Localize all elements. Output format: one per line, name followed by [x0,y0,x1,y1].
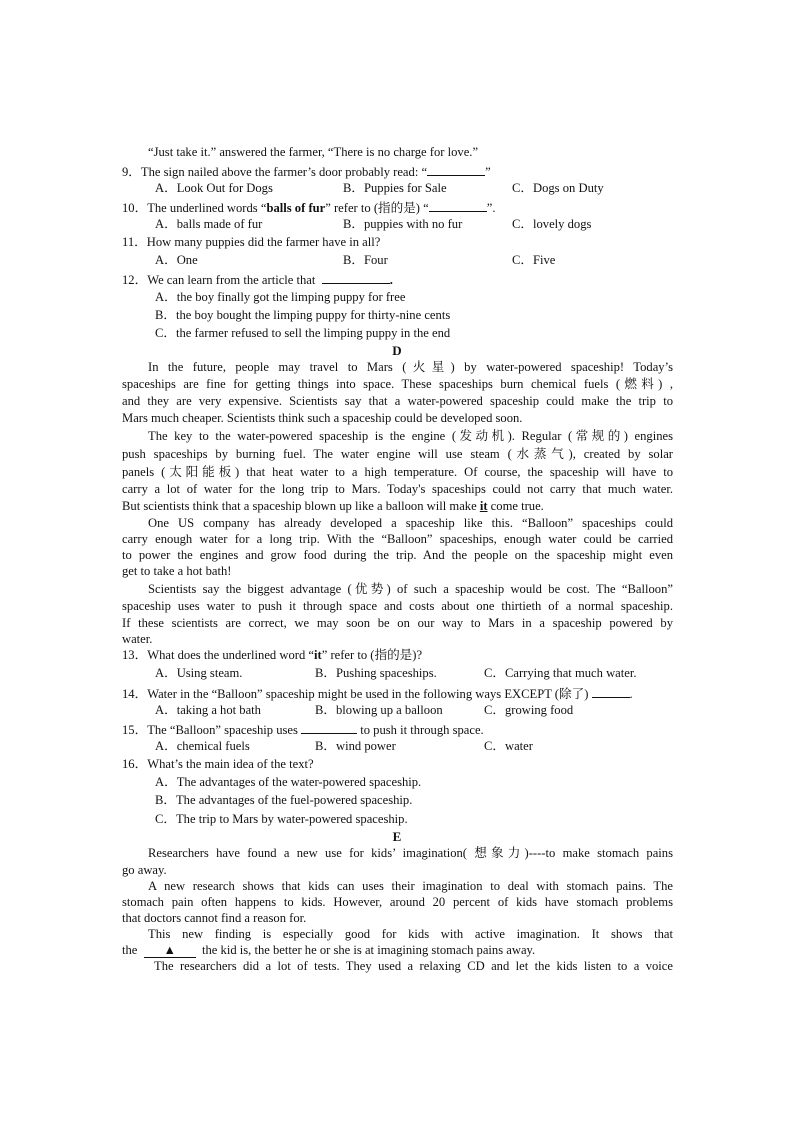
option-14b[interactable]: B．blowing up a balloon [315,703,443,717]
question-16-stem: 16．What’s the main idea of the text? [122,757,314,771]
option-15b[interactable]: B．wind power [315,739,396,753]
option-12b[interactable]: B．the boy bought the limping puppy for thirty-nine cents [155,308,451,322]
d-paragraph-4-line: spaceship uses water to push it through space and costs about one thirtieth of a normal spaceship. [122,599,673,613]
e-paragraph-4-line: The researchers did a lot of tests. They used a relaxing CD and let the kids listen to a voice [154,959,673,973]
option-15a[interactable]: A．chemical fuels [155,739,250,753]
d-paragraph-3-line: One US company has already developed a spaceship like this. “Balloon” spaceships could [148,516,673,530]
option-10b[interactable]: B．puppies with no fur [343,217,463,231]
option-11c[interactable]: C．Five [512,253,556,267]
question-14-stem: 14．Water in the “Balloon” spaceship might be used in the following ways EXCEPT (除了) . [122,684,633,703]
d-paragraph-2-line: The key to the water-powered spaceship is the engine (发动机). Regular (常规的) engines [148,429,673,443]
e-paragraph-1-line: Researchers have found a new use for kids’ imagination( 想象力)----to make stomach pains [148,846,673,860]
option-10c[interactable]: C．lovely dogs [512,217,592,231]
option-16b[interactable]: B．The advantages of the fuel-powered spaceship. [155,793,413,807]
option-11a[interactable]: A．One [155,253,198,267]
option-14c[interactable]: C．growing food [484,703,574,717]
d-paragraph-4-line: water. [122,632,153,646]
option-13c[interactable]: C．Carrying that much water. [484,666,637,680]
option-16c[interactable]: C．The trip to Mars by water-powered spaceship. [155,812,408,826]
d-paragraph-2-line: carry a lot of water for the long trip to Mars. Today's spaceships could not carry that much water. [122,482,673,496]
question-9-stem: 9．The sign nailed above the farmer’s door probably read: “ ” [122,162,491,181]
e-paragraph-2-line: stomach pain often happens to kids. However, around 20 percent of kids have stomach problems [122,895,673,909]
quote-line: “Just take it.” answered the farmer, “There is no charge for love.” [148,145,479,159]
e-paragraph-3-line: This new finding is especially good for kids with active imagination. It shows that [148,927,673,941]
d-paragraph-2-line: panels (太阳能板) that heat water to a high temperature. Of course, the spaceship will have to [122,465,673,479]
answer-blank[interactable] [429,198,487,212]
d-paragraph-1-line: In the future, people may travel to Mars (火星) by water-powered spaceship! Today’s [148,360,673,374]
d-paragraph-1-line: and they are very expensive. Scientists say that a water-powered spaceship could make the trip to [122,394,673,408]
option-13a[interactable]: A．Using steam. [155,666,243,680]
option-15c[interactable]: C．water [484,739,533,753]
option-16a[interactable]: A．The advantages of the water-powered spaceship. [155,775,422,789]
question-13-stem: 13．What does the underlined word “it” refer to (指的是)? [122,648,423,662]
d-paragraph-2-line: push spaceships by burning fuel. The water engine will use steam (水蒸气), created by solar [122,447,673,461]
answer-blank[interactable] [592,684,630,698]
d-paragraph-2-last-line: But scientists think that a spaceship blown up like a balloon will make it come true. [122,499,544,513]
option-14a[interactable]: A．taking a hot bath [155,703,261,717]
d-paragraph-3-line: to power the engines and grow food during the trip. And the people on the spaceship might even [122,548,673,562]
d-paragraph-1-line: spaceships are fine for getting things into space. These spaceships burn chemical fuels (燃料) , [122,377,673,391]
question-12-stem: 12．We can learn from the article that . [122,270,393,289]
d-paragraph-1-line: Mars much cheaper. Scientists think such a spaceship could be developed soon. [122,411,523,425]
option-12a[interactable]: A．the boy finally got the limping puppy for free [155,290,406,304]
option-9a[interactable]: A．Look Out for Dogs [155,181,273,195]
e-paragraph-1-line: go away. [122,863,167,877]
underlined-it: it [479,499,488,513]
e-paragraph-2-line: A new research shows that kids can uses their imagination to deal with stomach pains. The [148,879,673,893]
question-11-stem: 11．How many puppies did the farmer have in all? [122,235,381,249]
d-paragraph-4-line: Scientists say the biggest advantage (优势) of such a spaceship would be cost. The “Balloon” [148,582,673,596]
question-15-stem: 15．The “Balloon” spaceship uses to push it through space. [122,720,484,739]
option-10a[interactable]: A．balls made of fur [155,217,263,231]
option-9b[interactable]: B．Puppies for Sale [343,181,447,195]
d-paragraph-3-line: carry enough water for a long trip. With the “Balloon” spaceships, enough water could be carried [122,532,673,546]
e-paragraph-2-line: that doctors cannot find a reason for. [122,911,307,925]
e-paragraph-3-last-line: the ▲ the kid is, the better he or she is at imagining stomach pains away. [122,943,536,957]
section-e-heading: E [392,829,402,844]
option-13b[interactable]: B．Pushing spaceships. [315,666,437,680]
question-10-stem: 10．The underlined words “balls of fur” refer to (指的是) “ ”. [122,198,495,217]
answer-blank[interactable] [427,162,485,176]
answer-blank[interactable] [301,720,357,734]
blank-triangle-marker[interactable]: ▲ [144,943,196,958]
d-paragraph-3-line: get to take a hot bath! [122,564,232,578]
answer-blank[interactable] [322,270,390,284]
d-paragraph-4-line: If these scientists are correct, we may soon be on our way to Mars in a spaceship powered by [122,616,673,630]
option-9c[interactable]: C．Dogs on Duty [512,181,604,195]
option-11b[interactable]: B．Four [343,253,388,267]
option-12c[interactable]: C．the farmer refused to sell the limping puppy in the end [155,326,451,340]
section-d-heading: D [392,343,402,358]
